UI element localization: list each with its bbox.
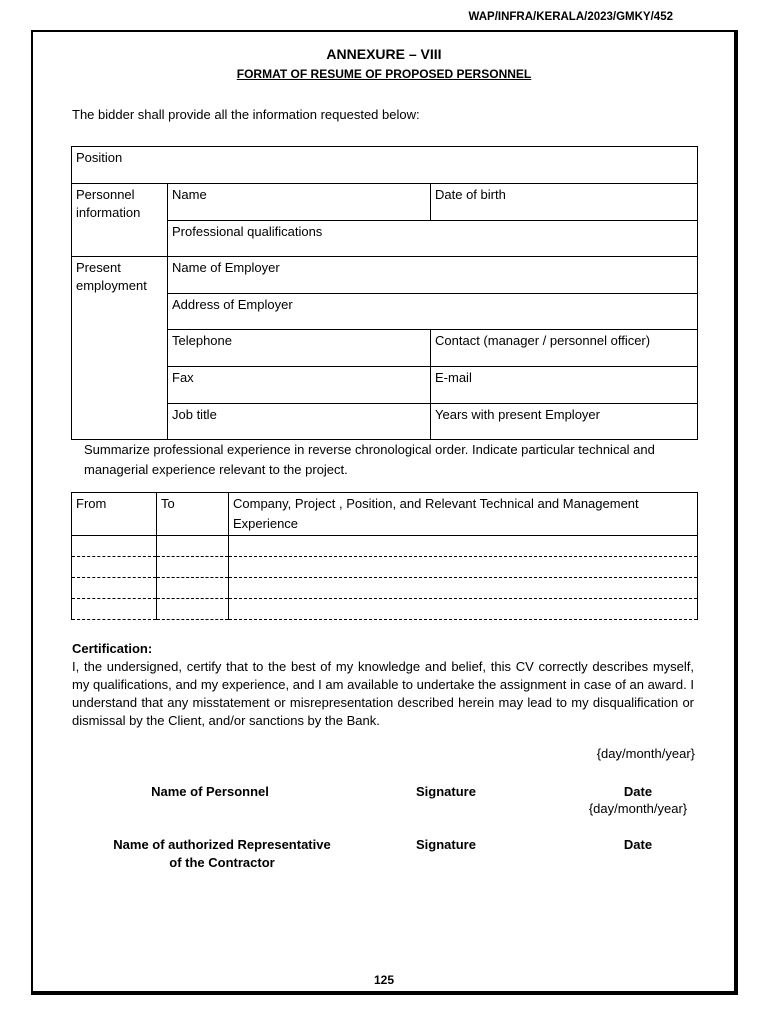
certification-date-format: {day/month/year}: [596, 746, 695, 761]
exp-header-to: To: [157, 493, 229, 536]
present-employment-label: Present employment: [72, 257, 168, 440]
exp-header-from: From: [72, 493, 157, 536]
representative-name-label: [92, 836, 352, 872]
exp-to-cell[interactable]: [157, 536, 229, 557]
exp-from-cell[interactable]: [72, 599, 157, 620]
certification-heading: Certification:: [72, 641, 153, 656]
intro-text: The bidder shall provide all the information requested below:: [72, 107, 420, 122]
representative-signature-label: Signature: [416, 837, 476, 852]
job-title-cell[interactable]: Job title: [168, 404, 431, 440]
experience-table: [71, 492, 698, 620]
exp-from-cell[interactable]: [72, 557, 157, 578]
document-reference: WAP/INFRA/KERALA/2023/GMKY/452: [468, 11, 673, 23]
personnel-date-format: {day/month/year}: [588, 801, 688, 816]
position-cell[interactable]: Position: [72, 147, 698, 184]
telephone-cell[interactable]: Telephone: [168, 330, 431, 367]
years-cell[interactable]: Years with present Employer: [431, 404, 698, 440]
contact-cell[interactable]: Contact (manager / personnel officer): [431, 330, 698, 367]
exp-to-cell[interactable]: [157, 557, 229, 578]
employer-address-cell[interactable]: Address of Employer: [168, 294, 698, 330]
exp-header-details: Company, Project , Position, and Relevant Technical and Management Experience: [229, 493, 698, 536]
personnel-info-label: Personnel information: [72, 184, 168, 257]
annexure-title: ANNEXURE – VIII: [326, 46, 442, 62]
exp-details-cell[interactable]: [229, 599, 698, 620]
certification-text: I, the undersigned, certify that to the best of my knowledge and belief, this CV correctly describes myself, my qualifications, and my experience, and I am available to undertake the assignment in case of an award. I understand that any misstatement or misrepresentation described herein may lead to my disqualification or dismissal by the Client, and/or sanctions by the Bank.: [72, 659, 694, 728]
table-row: [72, 599, 698, 620]
exp-to-cell[interactable]: [157, 578, 229, 599]
rep-label-line1: Name of authorized Representative: [113, 837, 331, 852]
exp-details-cell[interactable]: [229, 536, 698, 557]
exp-from-cell[interactable]: [72, 578, 157, 599]
email-cell[interactable]: E-mail: [431, 367, 698, 404]
page-number: 125: [373, 973, 395, 987]
qualifications-cell[interactable]: Professional qualifications: [168, 221, 698, 257]
personnel-signature-label: Signature: [416, 784, 476, 799]
annexure-subtitle: [0, 67, 768, 81]
experience-instructions: Summarize professional experience in reverse chronological order. Indicate particular technical and managerial experience relevant to the project.: [84, 442, 655, 477]
rep-label-line2: of the Contractor: [169, 855, 275, 870]
personnel-info-table: [71, 146, 698, 440]
name-cell[interactable]: Name: [168, 184, 431, 221]
representative-date-label: Date: [623, 837, 653, 852]
exp-details-cell[interactable]: [229, 578, 698, 599]
table-row: [72, 536, 698, 557]
table-row: [72, 578, 698, 599]
table-row: [72, 557, 698, 578]
personnel-date-label: Date: [623, 784, 653, 799]
fax-cell[interactable]: Fax: [168, 367, 431, 404]
dob-cell[interactable]: Date of birth: [431, 184, 698, 221]
subtitle-text: FORMAT OF RESUME OF PROPOSED PERSONNEL: [236, 67, 532, 81]
employer-name-cell[interactable]: Name of Employer: [168, 257, 698, 294]
exp-from-cell[interactable]: [72, 536, 157, 557]
exp-details-cell[interactable]: [229, 557, 698, 578]
exp-to-cell[interactable]: [157, 599, 229, 620]
personnel-name-label: Name of Personnel: [151, 784, 269, 799]
